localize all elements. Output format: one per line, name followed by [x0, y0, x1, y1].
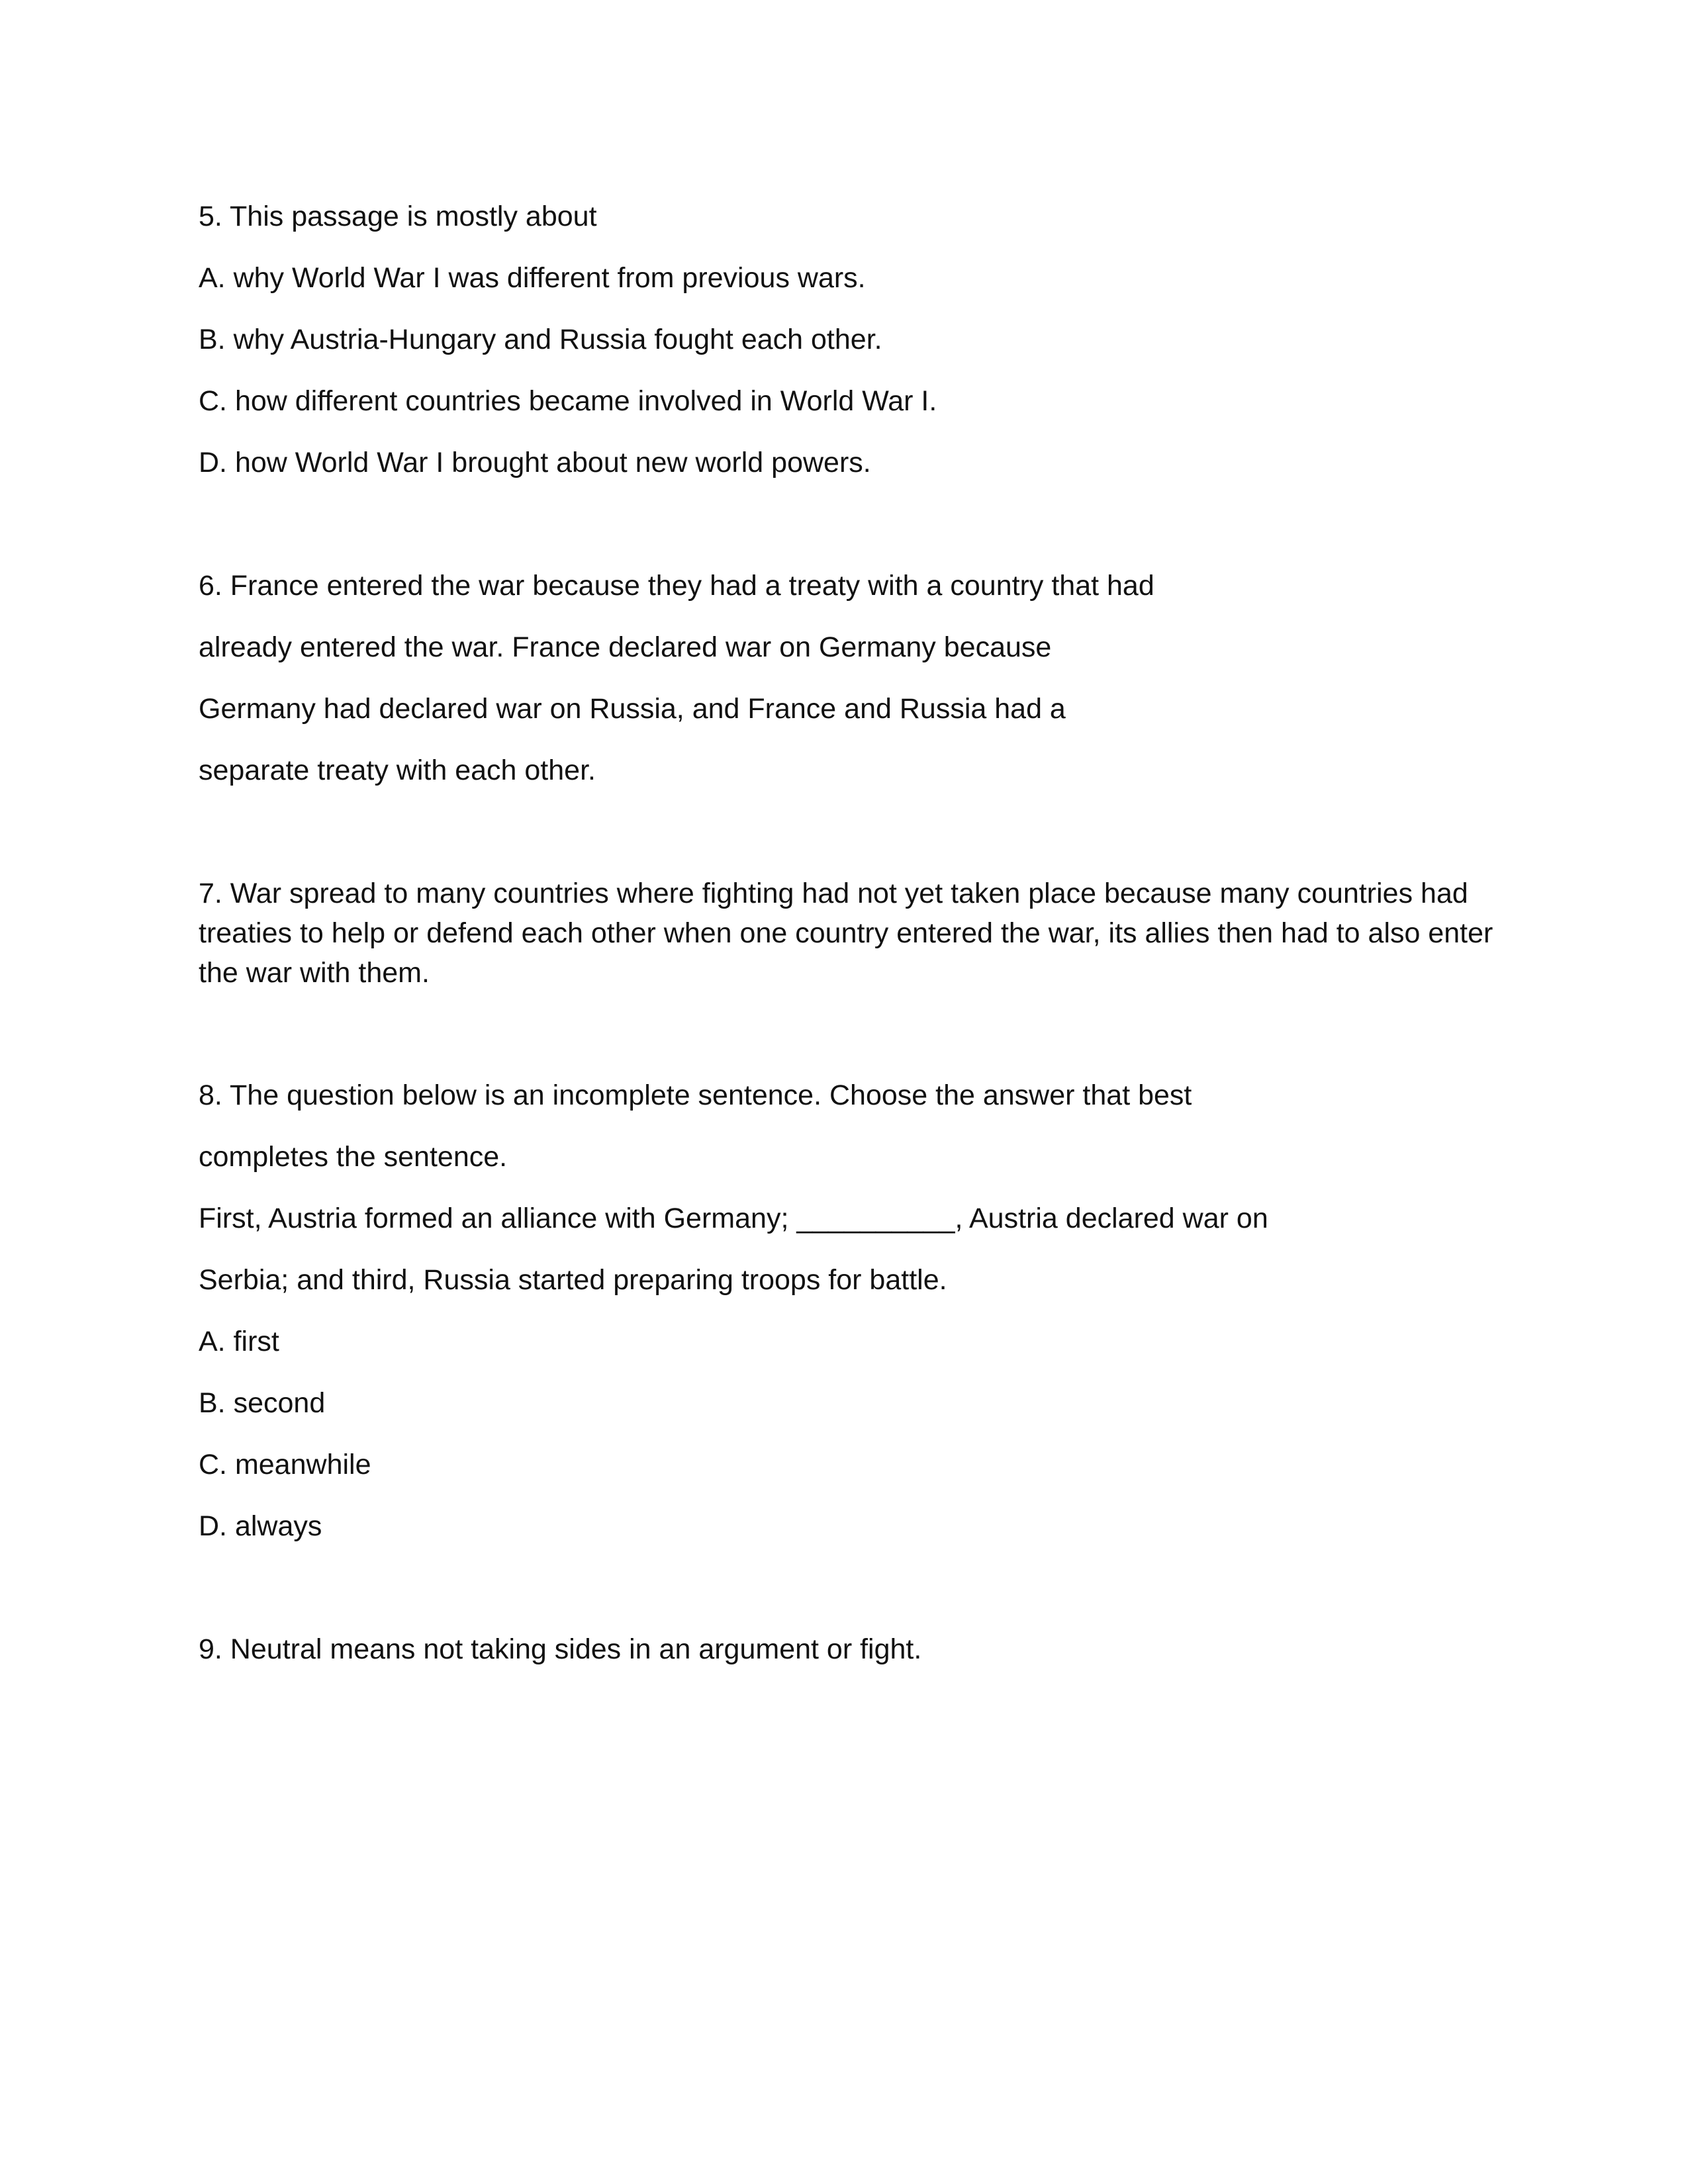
- question-8-sentence-line-1: First, Austria formed an alliance with Germany; __________, Austria declared war on: [199, 1203, 1268, 1234]
- question-6-line-3: Germany had declared war on Russia, and France and Russia had a: [199, 693, 1066, 725]
- question-5-option-a: A. why World War I was different from previous wars.: [199, 262, 866, 294]
- question-8-line-2: completes the sentence.: [199, 1141, 508, 1173]
- question-8-sentence-line-2: Serbia; and third, Russia started preparing troops for battle.: [199, 1264, 947, 1296]
- question-5-option-d: D. how World War I brought about new world powers.: [199, 447, 871, 478]
- question-6-line-2: already entered the war. France declared war on Germany because: [199, 631, 1052, 663]
- question-8-line-1: 8. The question below is an incomplete sentence. Choose the answer that best: [199, 1079, 1192, 1111]
- question-6-line-4: separate treaty with each other.: [199, 754, 596, 786]
- question-5-prompt: 5. This passage is mostly about: [199, 201, 597, 232]
- question-9-text: 9. Neutral means not taking sides in an argument or fight.: [199, 1633, 922, 1665]
- question-5-option-c: C. how different countries became involved in World War I.: [199, 385, 937, 417]
- question-7-text: 7. War spread to many countries where fighting had not yet taken place because many countries had treaties to help or defend each other when one country entered the war, its allies then had to also enter the war with them.: [199, 878, 1493, 989]
- question-8-option-c: C. meanwhile: [199, 1449, 371, 1480]
- question-8-option-a: A. first: [199, 1326, 279, 1357]
- question-8-option-b: B. second: [199, 1387, 326, 1419]
- question-6-line-1: 6. France entered the war because they had a treaty with a country that had: [199, 570, 1154, 602]
- question-5-option-b: B. why Austria-Hungary and Russia fought each other.: [199, 324, 882, 355]
- question-8-option-d: D. always: [199, 1510, 322, 1542]
